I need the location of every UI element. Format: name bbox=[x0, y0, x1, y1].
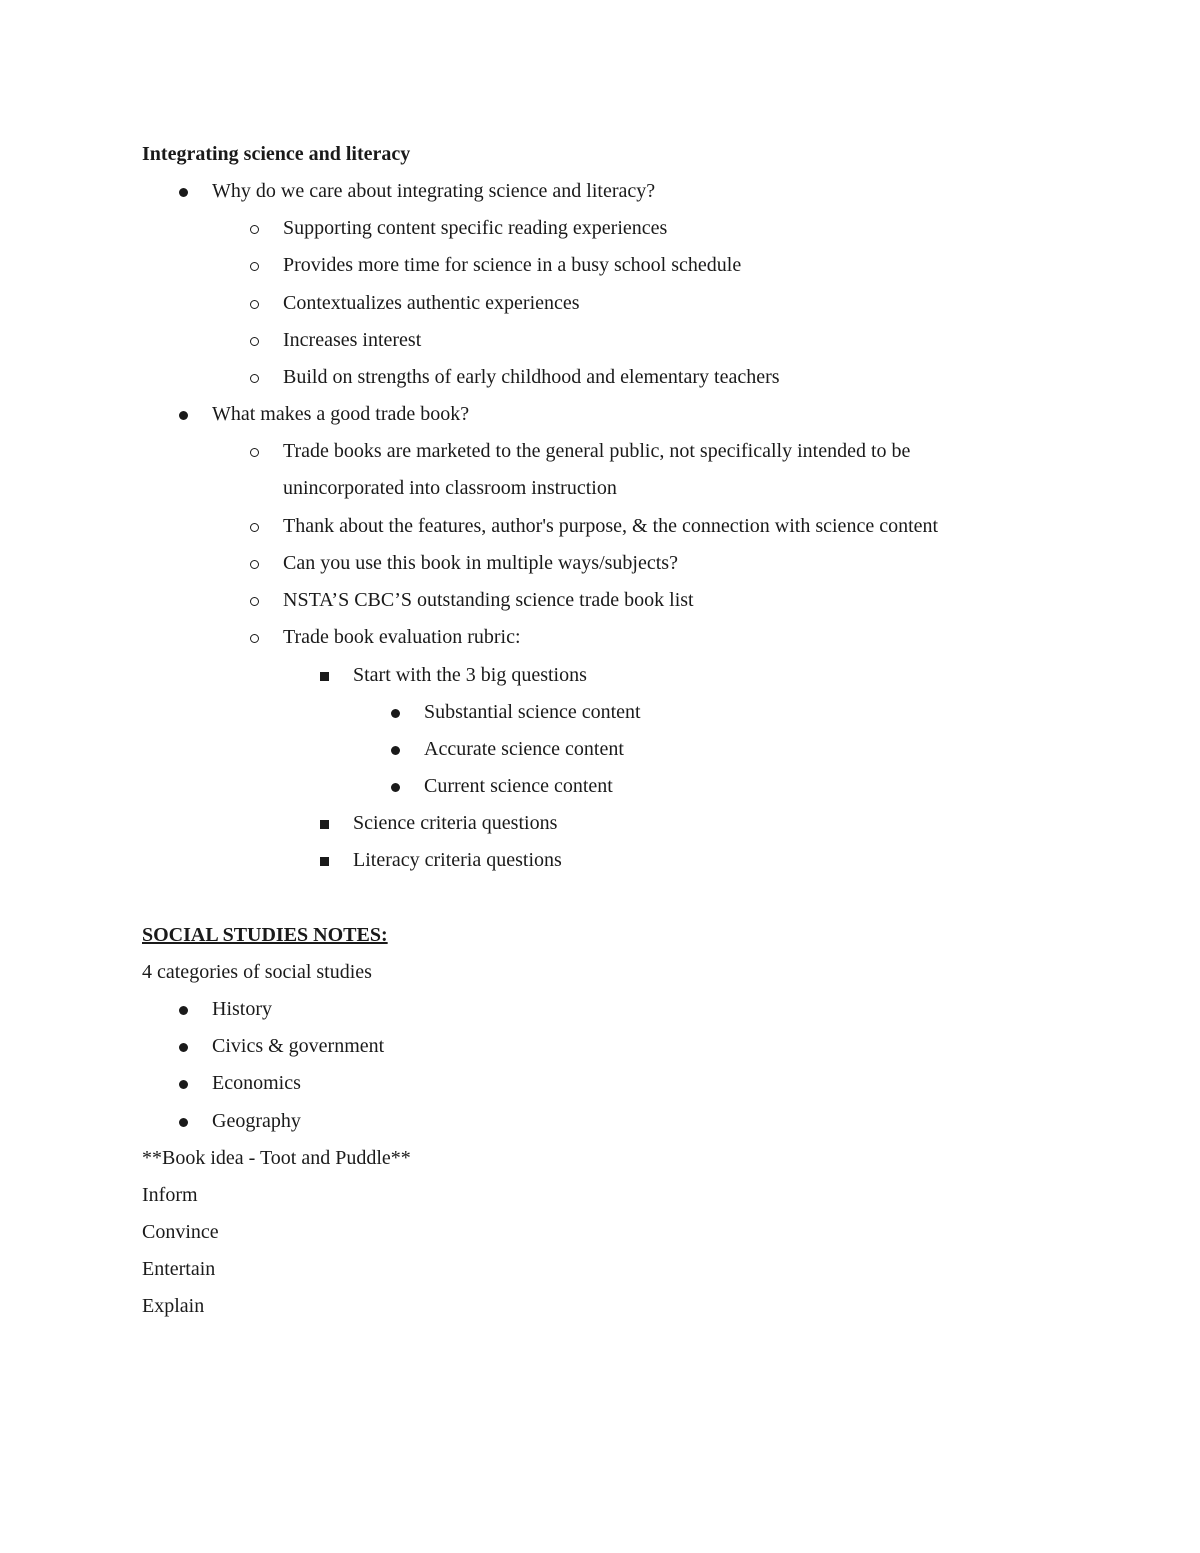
list-item: Trade books are marketed to the general public, not specifically intended to be bbox=[283, 440, 911, 462]
list-item: Current science content bbox=[424, 775, 613, 797]
list-item: Science criteria questions bbox=[353, 812, 558, 834]
list-item: Economics bbox=[212, 1072, 301, 1094]
list-item: Literacy criteria questions bbox=[353, 849, 562, 871]
bullet-disc-icon bbox=[386, 694, 404, 731]
list-item: Supporting content specific reading experiences bbox=[283, 217, 668, 239]
list-item: Build on strengths of early childhood and elementary teachers bbox=[283, 366, 780, 388]
bullet-circle-icon bbox=[245, 433, 263, 470]
list-item: Why do we care about integrating science and literacy? bbox=[212, 180, 656, 202]
bullet-circle-icon bbox=[245, 359, 263, 396]
list-item: Accurate science content bbox=[424, 738, 624, 760]
list-item: Geography bbox=[212, 1110, 301, 1132]
list-item: Trade book evaluation rubric: bbox=[283, 626, 521, 648]
bullet-square-icon bbox=[315, 842, 333, 879]
list-item: History bbox=[212, 998, 272, 1020]
bullet-disc-icon bbox=[174, 1103, 192, 1140]
list-item: NSTA’S CBC’S outstanding science trade book list bbox=[283, 589, 694, 611]
paragraph: Entertain bbox=[142, 1258, 216, 1280]
section-heading-social-studies: SOCIAL STUDIES NOTES: bbox=[142, 924, 388, 946]
list-item: Thank about the features, author's purpose, & the connection with science content bbox=[283, 515, 939, 537]
paragraph: 4 categories of social studies bbox=[142, 961, 372, 983]
bullet-disc-icon bbox=[174, 396, 192, 433]
paragraph: Inform bbox=[142, 1184, 198, 1206]
bullet-square-icon bbox=[315, 657, 333, 694]
bullet-circle-icon bbox=[245, 619, 263, 656]
section-heading-science: Integrating science and literacy bbox=[142, 143, 411, 165]
bullet-circle-icon bbox=[245, 508, 263, 545]
bullet-circle-icon bbox=[245, 247, 263, 284]
list-item: Increases interest bbox=[283, 329, 422, 351]
list-item: Provides more time for science in a busy school schedule bbox=[283, 254, 742, 276]
paragraph: **Book idea - Toot and Puddle** bbox=[142, 1147, 411, 1169]
bullet-disc-icon bbox=[174, 173, 192, 210]
bullet-circle-icon bbox=[245, 545, 263, 582]
bullet-disc-icon bbox=[386, 768, 404, 805]
paragraph: Convince bbox=[142, 1221, 219, 1243]
list-item: What makes a good trade book? bbox=[212, 403, 470, 425]
list-item: Civics & government bbox=[212, 1035, 385, 1057]
paragraph: Explain bbox=[142, 1295, 205, 1317]
list-item: Can you use this book in multiple ways/subjects? bbox=[283, 552, 678, 574]
bullet-circle-icon bbox=[245, 210, 263, 247]
bullet-disc-icon bbox=[386, 731, 404, 768]
bullet-circle-icon bbox=[245, 322, 263, 359]
list-item: Contextualizes authentic experiences bbox=[283, 292, 580, 314]
bullet-square-icon bbox=[315, 805, 333, 842]
bullet-disc-icon bbox=[174, 991, 192, 1028]
bullet-disc-icon bbox=[174, 1028, 192, 1065]
list-item: Substantial science content bbox=[424, 701, 641, 723]
bullet-disc-icon bbox=[174, 1065, 192, 1102]
bullet-circle-icon bbox=[245, 285, 263, 322]
list-item: Start with the 3 big questions bbox=[353, 664, 587, 686]
bullet-circle-icon bbox=[245, 582, 263, 619]
list-item-continuation: unincorporated into classroom instruction bbox=[283, 477, 617, 499]
